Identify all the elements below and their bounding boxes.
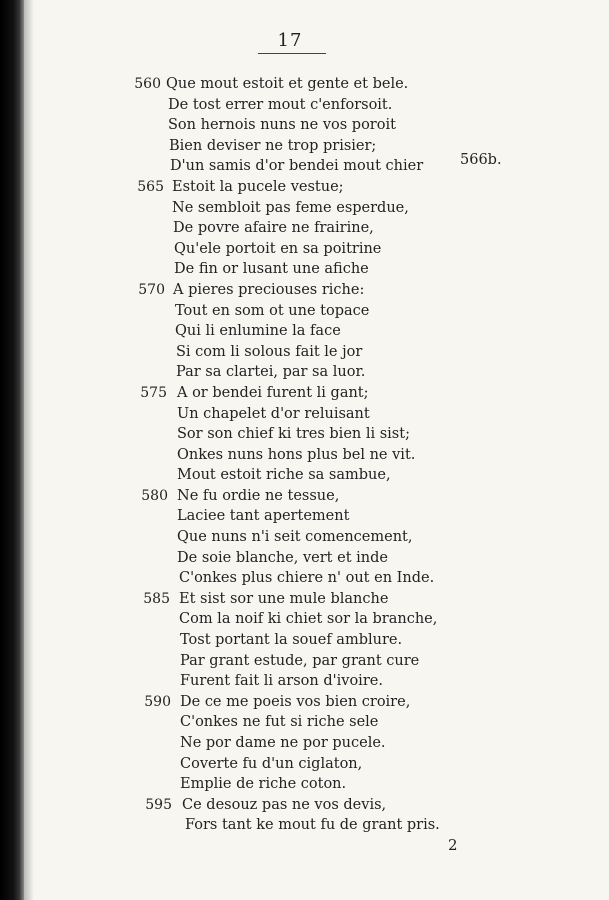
line-number: 590 xyxy=(144,693,171,710)
verse-line xyxy=(0,445,609,466)
verse-text: Et sist sor une mule blanche xyxy=(179,590,389,607)
verse-text: De fin or lusant une afiche xyxy=(174,261,369,278)
verse-text: C'onkes plus chiere n' out en Inde. xyxy=(179,570,435,587)
verse-line xyxy=(0,712,609,733)
verse-line xyxy=(0,259,609,280)
verse-line xyxy=(0,383,609,404)
verse-text: Par sa clartei, par sa luor. xyxy=(176,364,366,381)
verse-text: Bien deviser ne trop prisier; xyxy=(169,137,377,154)
verse-line xyxy=(0,465,609,486)
page-number: 17 xyxy=(277,30,303,51)
verse-text: Qu'ele portoit en sa poitrine xyxy=(174,240,382,257)
verse-text: Com la noif ki chiet sor la branche, xyxy=(179,611,438,628)
verse-text: Si com li solous fait le jor xyxy=(176,343,363,360)
verse-text: Ne por dame ne por pucele. xyxy=(180,735,386,751)
verse-line xyxy=(0,692,609,713)
header-rule xyxy=(258,53,326,54)
verse-line xyxy=(0,424,609,445)
verse-text: A pieres preciouses riche: xyxy=(173,281,365,298)
line-number: 560 xyxy=(134,76,161,92)
verse-line xyxy=(0,548,609,569)
verse-line xyxy=(0,74,609,95)
verse-line xyxy=(0,156,609,177)
verse-text: Que mout estoit et gente et bele. xyxy=(166,76,409,92)
verse-lines xyxy=(0,74,609,836)
line-number: 565 xyxy=(137,178,164,195)
verse-line xyxy=(0,301,609,322)
verse-text: Qui li enlumine la face xyxy=(175,323,341,340)
verse-text: Fors tant ke mout fu de grant pris. xyxy=(185,817,440,834)
verse-text: Un chapelet d'or reluisant xyxy=(177,405,370,422)
verse-text: Ne sembloit pas feme esperdue, xyxy=(172,199,409,216)
verse-text: Son hernois nuns ne vos poroit xyxy=(168,117,396,134)
line-number: 580 xyxy=(141,487,168,504)
margin-note: 566b. xyxy=(460,152,502,168)
verse-line xyxy=(0,589,609,610)
verse-text: Tout en som ot une topace xyxy=(175,302,370,319)
verse-line xyxy=(0,115,609,136)
line-number: 585 xyxy=(143,590,170,607)
verse-line xyxy=(0,506,609,527)
verse-line xyxy=(0,774,609,795)
verse-text: A or bendei furent li gant; xyxy=(177,384,369,401)
verse-line xyxy=(0,404,609,425)
verse-text: Ce desouz pas ne vos devis, xyxy=(182,796,387,813)
verse-text: Onkes nuns hons plus bel ne vit. xyxy=(177,446,416,463)
signature-mark: 2 xyxy=(448,836,458,854)
verse-text: De ce me poeis vos bien croire, xyxy=(180,693,411,710)
verse-text: Laciee tant apertement xyxy=(177,508,350,525)
verse-line xyxy=(0,136,609,157)
verse-text: Coverte fu d'un ciglaton, xyxy=(180,755,363,772)
verse-text: Ne fu ordie ne tessue, xyxy=(177,487,340,504)
verse-line xyxy=(0,527,609,548)
verse-text: D'un samis d'or bendei mout chier xyxy=(170,158,424,175)
verse-line xyxy=(0,795,609,816)
verse-text: De povre afaire ne frairine, xyxy=(173,220,374,237)
verse-text: De soie blanche, vert et inde xyxy=(177,549,388,566)
verse-line xyxy=(0,815,609,836)
line-number: 570 xyxy=(138,281,165,298)
verse-line xyxy=(0,342,609,363)
verse-text: Que nuns n'i seit comencement, xyxy=(177,529,413,546)
verse-text: Furent fait li arson d'ivoire. xyxy=(180,673,383,690)
verse-text: Estoit la pucele vestue; xyxy=(172,178,344,195)
verse-text: Sor son chief ki tres bien li sist; xyxy=(177,426,410,443)
verse-line xyxy=(0,198,609,219)
verse-line xyxy=(0,671,609,692)
verse-text: Tost portant la souef amblure. xyxy=(180,632,403,649)
verse-text: C'onkes ne fut si riche sele xyxy=(180,714,379,731)
verse-line xyxy=(0,568,609,589)
verse-text: Par grant estude, par grant cure xyxy=(180,652,420,669)
verse-line xyxy=(0,95,609,116)
verse-line xyxy=(0,651,609,672)
verse-line xyxy=(0,177,609,198)
verse-line xyxy=(0,239,609,260)
verse-line xyxy=(0,754,609,775)
verse-line xyxy=(0,321,609,342)
verse-line xyxy=(0,486,609,507)
verse-text: Mout estoit riche sa sambue, xyxy=(177,467,391,484)
line-number: 595 xyxy=(145,796,172,813)
verse-text: Emplie de riche coton. xyxy=(180,776,347,793)
verse-line xyxy=(0,280,609,301)
verse-line xyxy=(0,218,609,239)
verse-line xyxy=(0,362,609,383)
line-number: 575 xyxy=(140,384,167,401)
verse-text: De tost errer mout c'enforsoit. xyxy=(168,96,393,113)
verse-line xyxy=(0,609,609,630)
verse-line xyxy=(0,630,609,651)
verse-line xyxy=(0,733,609,754)
